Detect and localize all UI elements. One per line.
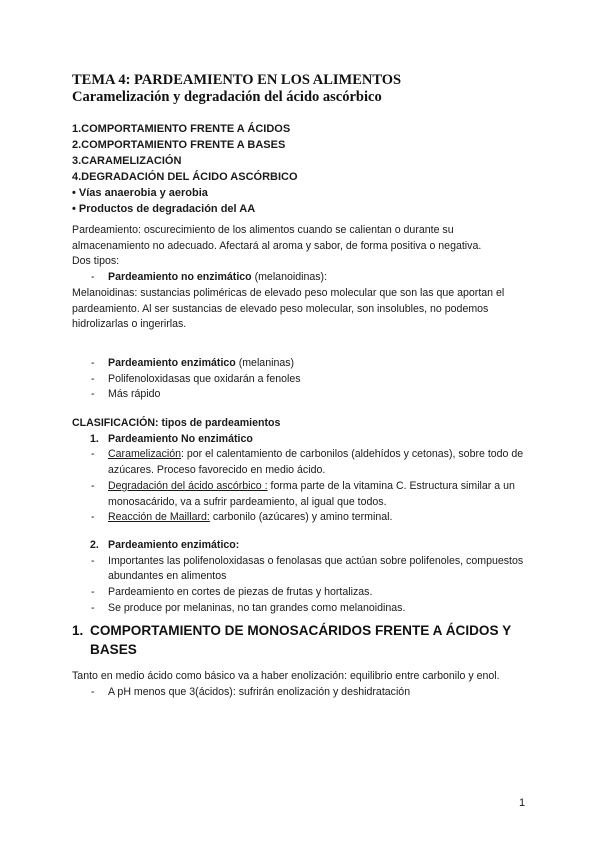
list-item [72,356,532,372]
item-bold: Pardeamiento no enzimático [108,271,252,284]
page-subtitle: Caramelización y degradación del ácido ascórbico [72,89,382,105]
intro-section [72,223,532,333]
toc-item: 4.DEGRADACIÓN DEL ÁCIDO ASCÓRBICO [72,171,298,183]
table-of-contents [72,121,298,217]
underlined-term: Reacción de Maillard: [108,511,210,524]
list-item: - Importantes las polifenoloxidasas o fenolasas que actúan sobre polifenoles, compuestos abundantes en alimentos [72,554,532,585]
toc-item: • Vías anaerobia y aerobia [72,187,208,199]
list-item: - Reacción de Maillard: carbonilo (azúcares) y amino terminal. [72,510,532,526]
types-label: Dos tipos: [72,255,120,268]
intro-paragraph: Pardeamiento: oscurecimiento de los alimentos cuando se calientan o durante su almacenamiento no adecuado. Afectará al aroma y sabor, de forma positiva o negativa. [72,224,482,252]
numbered-heading: 2. Pardeamiento enzimático: [90,538,240,551]
list-item: - Caramelización: por el calentamiento de carbonilos (aldehídos y cetonas), sobre todo de azúcares. Proceso favorecido en medio ácido. [72,447,532,478]
list-item: - Pardeamiento en cortes de piezas de frutas y hortalizas. [72,585,532,601]
classification-section [72,416,532,616]
page-title: TEMA 4: PARDEAMIENTO EN LOS ALIMENTOS [72,72,402,88]
list-item: - A pH menos que 3(ácidos): sufrirán enolización y deshidratación [72,685,542,701]
section-heading: 1. COMPORTAMIENTO DE MONOSACÁRIDOS FRENTE A ÁCIDOS Y BASES [72,623,511,657]
item-text: (melanoidinas): [251,271,328,284]
toc-item: • Productos de degradación del AA [72,203,256,215]
section-body [72,669,542,700]
list-item: - Se produce por melaninas, no tan grandes como melanoidinas. [72,601,532,617]
numbered-heading: 1. Pardeamiento No enzimático [90,432,253,445]
list-item: - Degradación del ácido ascórbico : forma parte de la vitamina C. Estructura similar a un monosacárido, va a sufrir pardeamiento, al igual que todos. [72,479,532,510]
toc-item: 3.CARAMELIZACIÓN [72,155,182,167]
underlined-term: Degradación del ácido ascórbico : [108,479,268,492]
list-item [72,270,532,286]
list-item: - Más rápido [72,387,532,403]
page-number: 1 [519,797,526,809]
enzymatic-list [72,356,532,403]
list-item: - Polifenoloxidasas que oxidarán a fenoles [72,372,532,388]
melanoidins-paragraph: Melanoidinas: sustancias poliméricas de elevado peso molecular que son las que aportan el pardeamiento. Al ser sustancias de elevado peso molecular, son insolubles, no podemos hidrolizarlas o ingerirlas. [72,286,505,331]
toc-item: 1.COMPORTAMIENTO FRENTE A ÁCIDOS [72,123,291,135]
classification-heading: CLASIFICACIÓN: tipos de pardeamientos [72,417,281,429]
underlined-term: Caramelización [108,448,182,461]
toc-item: 2.COMPORTAMIENTO FRENTE A BASES [72,139,286,151]
item-bold: Pardeamiento enzimático [108,357,236,369]
section-paragraph: Tanto en medio ácido como básico va a haber enolización: equilibrio entre carbonilo y enol. [72,670,500,682]
item-text: (melaninas) [235,357,295,369]
